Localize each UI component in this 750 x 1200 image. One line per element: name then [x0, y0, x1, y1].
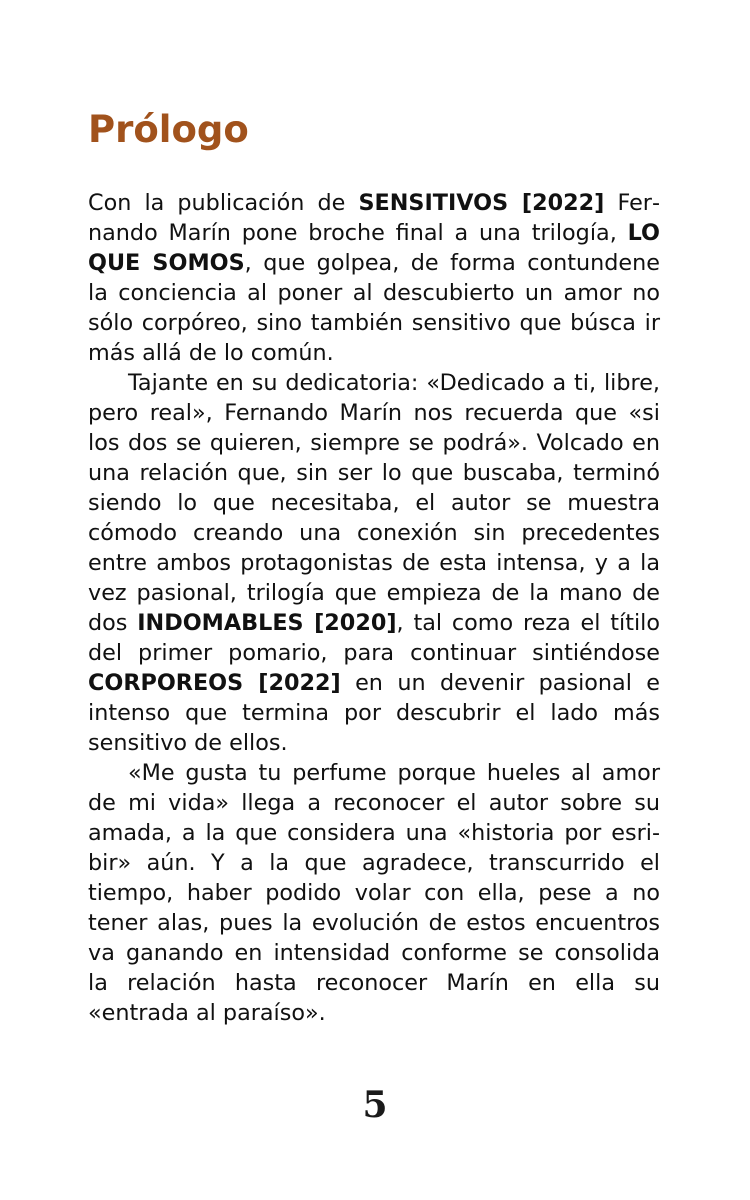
text-run: «Me gusta tu perfume porque hueles al amor de mi vida» llega a reconocer el autor sobre su amada, a la que considera una «historia por esribir» aún. Y a la que agradece, transcurrido el tiempo, haber podido volar con ella, pese a no tener alas, pues la evolución de estos encuentros va ganando en intensidad conforme se consolida la relación hasta reconocer Marín en ella su «entrada al paraíso».	[88, 760, 660, 1026]
trilogy-title: LO QUE SOMOS	[88, 220, 660, 276]
book-title-indomables: INDOMABLES [2020]	[137, 610, 397, 636]
paragraph-3	[88, 758, 660, 1028]
text-run: Tajante en su dedicatoria: «Dedicado a ti, libre, pero real», Fernando Marín nos recuerda que «si los dos se quieren, siempre se podrá». Volcado en una relación que, sin ser lo que buscaba, terminó siendo lo que necesitaba, el autor se muestra cómodo creando una conexión sin precedentes entre ambos protagonistas de esta intensa, y a la vez pasional, trilogía que empieza de la mano de dos	[88, 370, 660, 636]
text-run: Con la publicación de	[88, 190, 359, 216]
text-run: en un devenir pasional e intenso que termina por descubrir el lado más sensitivo de ellos.	[88, 670, 660, 756]
book-title-sensitivos: SENSITIVOS [2022]	[358, 190, 605, 216]
paragraph-2	[88, 368, 660, 758]
text-run: , que golpea, de forma contundene la conciencia al poner al descubierto un amor no sólo corpóreo, sino también sensitivo que búsca ir más allá de lo común.	[88, 250, 660, 366]
chapter-title: Prólogo	[88, 108, 249, 151]
text-run: , tal como reza el títilo del primer pomario, para continuar sintiéndose	[88, 610, 661, 666]
paragraph-1	[88, 188, 660, 368]
page-number: 5	[362, 1084, 388, 1126]
text-run: Fernando Marín pone broche final a una trilogía,	[88, 190, 660, 246]
prologue-body	[88, 188, 660, 1028]
book-title-corporeos: CORPOREOS [2022]	[88, 670, 341, 696]
